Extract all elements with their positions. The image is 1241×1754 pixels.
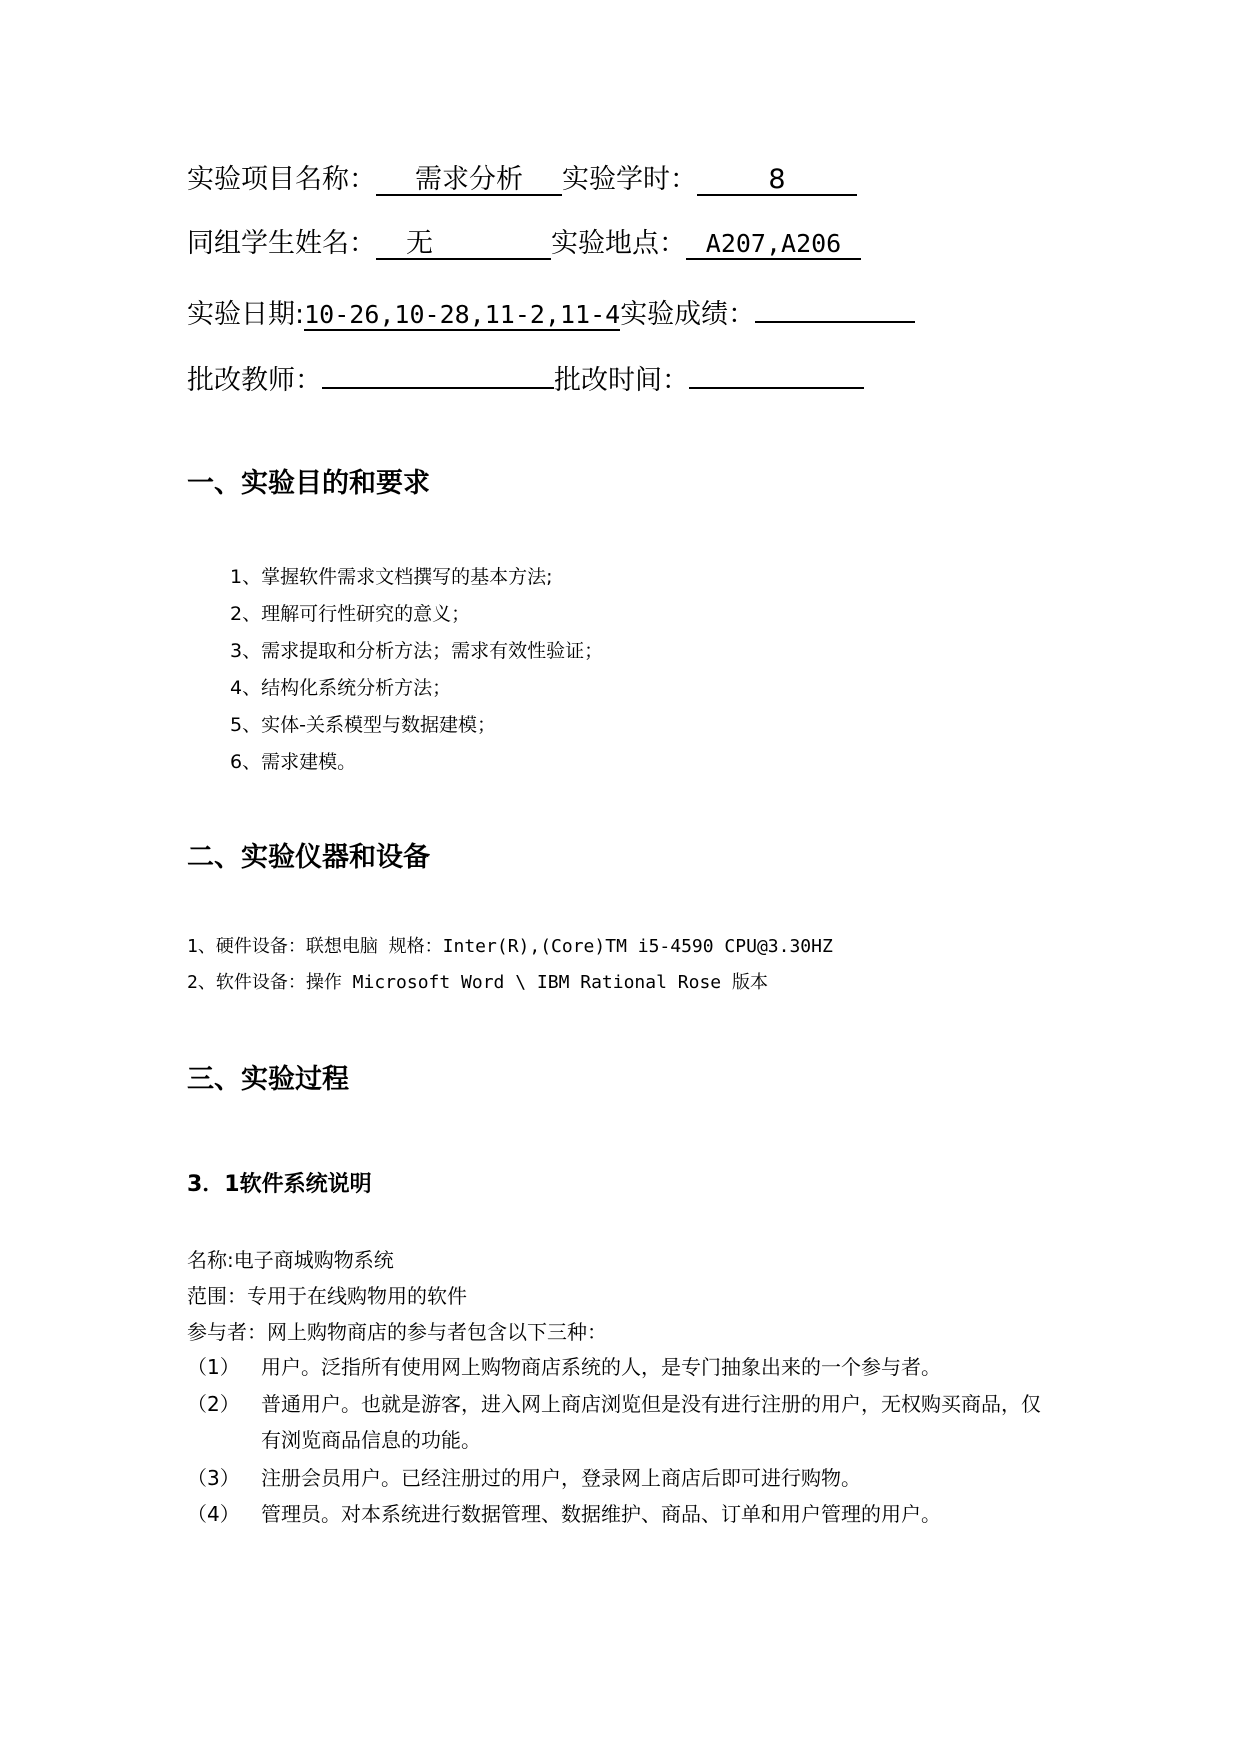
- review-time-value: [689, 356, 864, 389]
- list-item: 2、理解可行性研究的意义；: [230, 603, 471, 625]
- actors-intro: 参与者：网上购物商店的参与者包含以下三种：: [187, 1320, 607, 1344]
- role-item-2: [187, 1386, 1067, 1458]
- list-item: 5、实体-关系模型与数据建模；: [230, 714, 496, 736]
- section1-title: 一、实验目的和要求: [187, 468, 430, 499]
- review-time-label: 批改时间：: [554, 365, 689, 396]
- list-item: 4、结构化系统分析方法；: [230, 677, 452, 699]
- role-number: （4）: [187, 1502, 240, 1526]
- project-label: 实验项目名称：: [187, 164, 376, 195]
- section3-title: 三、实验过程: [187, 1064, 349, 1095]
- list-item: 3、需求提取和分析方法；需求有效性验证；: [230, 640, 604, 662]
- role-text: 注册会员用户。已经注册过的用户，登录网上商店后即可进行购物。: [261, 1466, 861, 1490]
- group-label: 同组学生姓名：: [187, 228, 376, 259]
- header-row-group: [187, 224, 861, 264]
- header-row-project: [187, 160, 857, 200]
- role-text: 普通用户。也就是游客，进入网上商店浏览但是没有进行注册的用户，无权购买商品，仅有浏览商品信息的功能。: [261, 1392, 1041, 1452]
- date-value: 10-26,10-28,11-2,11-4: [304, 300, 621, 329]
- group-value: 无: [376, 227, 551, 260]
- list-item: 2、软件设备：操作 Microsoft Word \ IBM Rational Rose 版本: [187, 972, 768, 993]
- date-label: 实验日期:: [187, 299, 305, 330]
- location-label: 实验地点：: [551, 228, 686, 259]
- role-item-3: [187, 1460, 1067, 1496]
- role-number: （3）: [187, 1466, 240, 1490]
- hours-value: 8: [697, 163, 857, 196]
- role-text: 管理员。对本系统进行数据管理、数据维护、商品、订单和用户管理的用户。: [261, 1502, 941, 1526]
- role-number: （1）: [187, 1355, 240, 1379]
- project-value: 需求分析: [376, 163, 562, 196]
- teacher-value: [322, 356, 554, 389]
- role-text: 用户。泛指所有使用网上购物商店系统的人，是专门抽象出来的一个参与者。: [261, 1355, 941, 1379]
- teacher-label: 批改教师：: [187, 365, 322, 396]
- score-value: [755, 290, 915, 323]
- location-value: A207,A206: [686, 227, 861, 260]
- system-name: 名称:电子商城购物系统: [187, 1248, 394, 1272]
- header-row-date: [187, 290, 915, 330]
- section2-title: 二、实验仪器和设备: [187, 842, 430, 873]
- score-label: 实验成绩：: [620, 299, 756, 330]
- list-item: 1、硬件设备：联想电脑 规格：Inter(R),(Core)TM i5-4590 CPU@3.30HZ: [187, 936, 833, 957]
- hours-label: 实验学时：: [562, 164, 697, 195]
- header-row-teacher: [187, 356, 864, 396]
- role-item-1: [187, 1349, 1067, 1385]
- role-number: （2）: [187, 1392, 240, 1416]
- list-item: 6、需求建模。: [230, 751, 357, 773]
- subsection-title: 3．1软件系统说明: [187, 1172, 372, 1197]
- role-item-4: [187, 1496, 1067, 1532]
- list-item: 1、掌握软件需求文档撰写的基本方法;: [230, 566, 553, 588]
- system-scope: 范围：专用于在线购物用的软件: [187, 1284, 467, 1308]
